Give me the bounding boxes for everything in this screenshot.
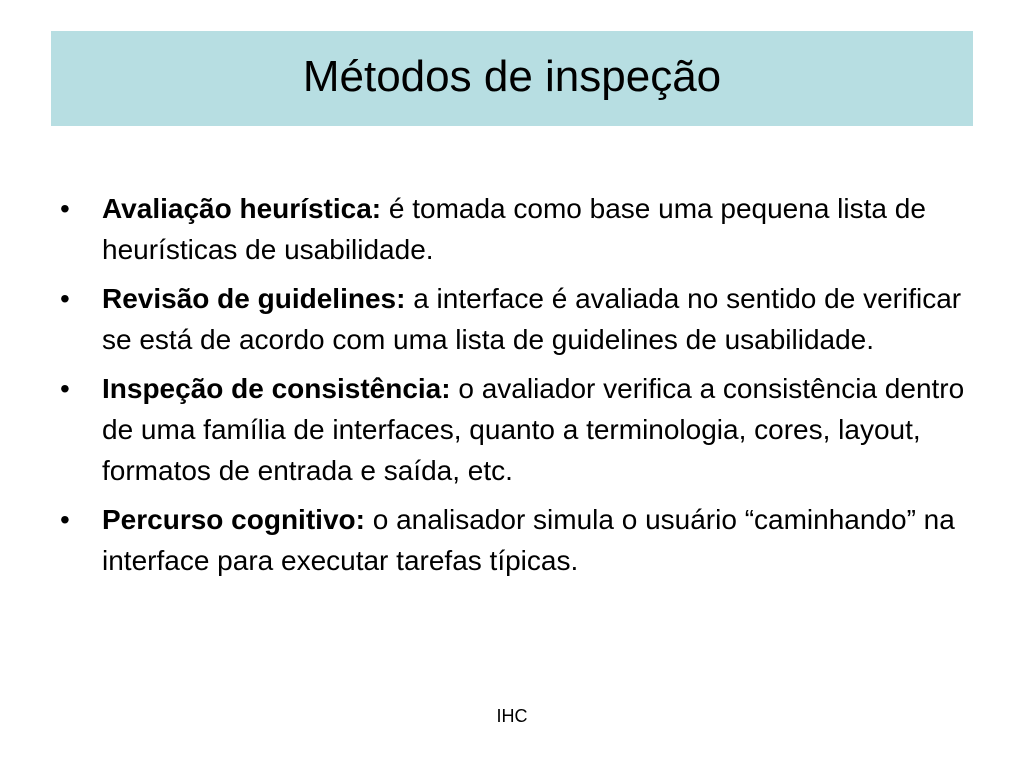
bullet-text: é tomada como base uma pequena lista de heurísticas de usabilidade. (102, 193, 926, 265)
title-band (51, 31, 973, 126)
bullet-term: Avaliação heurística: (102, 193, 382, 224)
bullet-icon: • (60, 373, 70, 404)
bullet-icon: • (60, 504, 70, 535)
bullet-term: Revisão de guidelines: (102, 283, 406, 314)
bullet-item (60, 368, 970, 491)
bullet-text: o analisador simula o usuário “caminhando” na interface para executar tarefas típicas. (102, 504, 955, 576)
bullet-text: a interface é avaliada no sentido de verificar se está de acordo com uma lista de guidelines de usabilidade. (102, 283, 962, 355)
footer-label: IHC (496, 706, 528, 726)
bullet-list (60, 188, 970, 589)
bullet-text: o avaliador verifica a consistência dentro de uma família de interfaces, quanto a terminologia, cores, layout, formatos de entrada e saída, etc. (102, 373, 965, 486)
bullet-icon: • (60, 193, 70, 224)
bullet-term: Percurso cognitivo: (102, 504, 365, 535)
bullet-item (60, 499, 970, 581)
bullet-term: Inspeção de consistência: (102, 373, 451, 404)
slide-title: Métodos de inspeção (302, 51, 722, 101)
bullet-item (60, 278, 970, 360)
bullet-item (60, 188, 970, 270)
bullet-icon: • (60, 283, 70, 314)
